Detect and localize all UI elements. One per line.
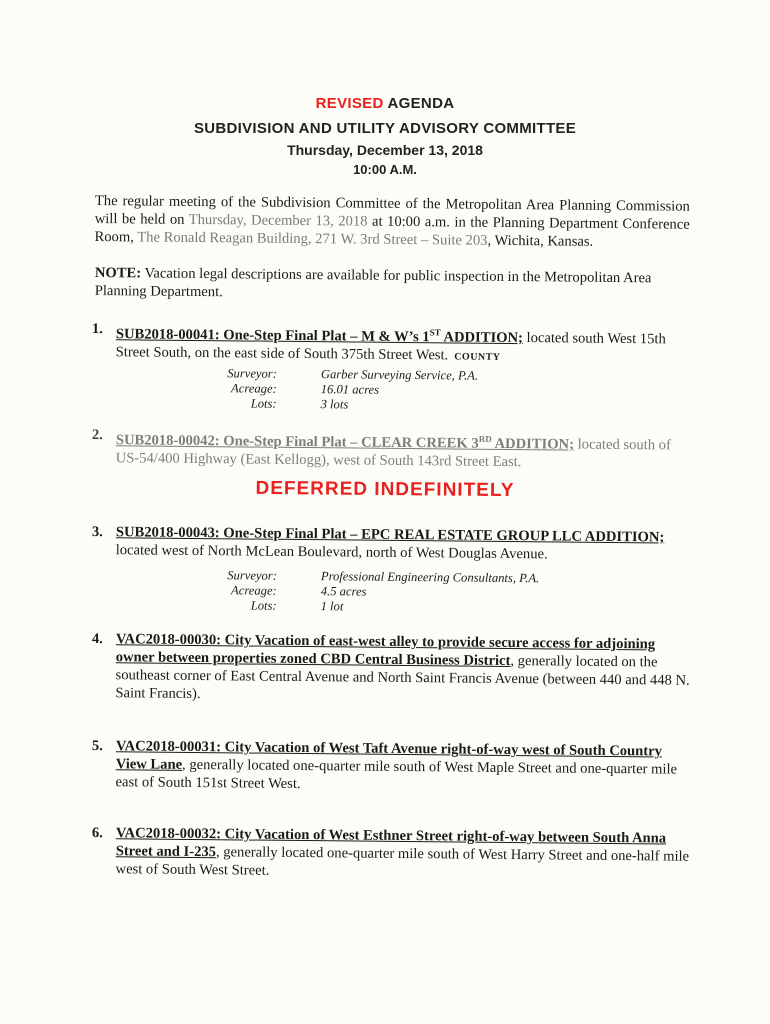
item-title: VAC2018-00032: City Vacation of West Esthner Street right-of-way between South Anna Street and I-235 <box>115 825 667 861</box>
detail-label: Acreage: <box>231 583 277 598</box>
agenda-item <box>91 737 691 797</box>
item-description: , generally located on the southeast corner of East Central Avenue and North Saint Francis Avenue (between 440 and 448 N. Saint Francis). <box>115 653 690 703</box>
agenda-item <box>92 320 692 369</box>
note-label: NOTE: <box>94 264 142 282</box>
detail-value: 4.5 acres <box>320 584 367 599</box>
agenda-heading <box>0 95 770 112</box>
detail-label: Acreage: <box>231 381 277 396</box>
note-text: Vacation legal descriptions are available for public inspection in the Metropolitan Area Planning Department. <box>94 265 652 301</box>
item-description: located south West 15th Street South, on the east side of South 375th Street West. <box>115 329 666 364</box>
item-title-text: SUB2018-00041: One-Step Final Plat – M & W’s 1 <box>115 326 430 346</box>
item-title-text-2: ADDITION; <box>440 329 524 346</box>
item-title: SUB2018-00043: One-Step Final Plat – EPC REAL ESTATE GROUP LLC ADDITION; <box>115 524 665 546</box>
item-title-sup: ST <box>429 327 441 338</box>
item-title <box>116 432 574 452</box>
item-number: 6. <box>91 824 103 842</box>
detail-label: Lots: <box>250 598 277 613</box>
intro-date: Thursday, December 13, 2018 <box>188 211 368 230</box>
county-tag: COUNTY <box>454 351 501 363</box>
intro-text-3: , Wichita, Kansas. <box>487 232 594 250</box>
agenda-label: AGENDA <box>387 95 455 112</box>
agenda-item <box>92 426 692 473</box>
committee-title: SUBDIVISION AND UTILITY ADVISORY COMMITTEE <box>193 120 577 137</box>
agenda-item <box>92 523 692 565</box>
item-details <box>201 366 479 414</box>
item-number: 5. <box>91 737 103 755</box>
item-number: 4. <box>91 630 103 648</box>
intro-text-2: at 10:00 a.m. in the Planning Department Conference Room, <box>94 213 690 246</box>
item-description: , generally located one-quarter mile south of West Harry Street and one-half mile west of South West Street. <box>115 844 690 879</box>
note-paragraph <box>95 264 690 306</box>
item-title: VAC2018-00031: City Vacation of West Taft Avenue right-of-way west of South Country View Lane <box>115 738 663 773</box>
detail-label: Surveyor: <box>227 366 277 381</box>
intro-paragraph <box>94 192 689 252</box>
detail-value: 3 lots <box>320 397 349 412</box>
intro-location: The Ronald Reagan Building, 271 W. 3rd Street – Suite 203 <box>137 229 488 249</box>
meeting-date: Thursday, December 13, 2018 <box>287 142 483 158</box>
detail-label: Lots: <box>250 396 277 411</box>
item-number: 3. <box>91 523 103 541</box>
item-title-text-2: ADDITION; <box>491 435 575 453</box>
detail-value: 16.01 acres <box>320 382 380 397</box>
item-title-sup: RD <box>478 433 492 444</box>
item-title: VAC2018-00030: City Vacation of east-west alley to provide secure access for adjoining owner between properties zoned CBD Central Business District <box>115 631 656 670</box>
detail-label: Surveyor: <box>227 568 277 583</box>
item-details <box>201 568 540 616</box>
intro-text-1: The regular meeting of the Subdivision Committee of the Metropolitan Area Planning Commission will be held on <box>94 192 690 228</box>
agenda-item <box>91 630 692 708</box>
revised-label: REVISED <box>315 95 384 112</box>
detail-value: 1 lot <box>320 599 344 614</box>
agenda-item <box>91 824 691 884</box>
detail-value: Professional Engineering Consultants, P.A. <box>320 569 540 586</box>
meeting-time: 10:00 A.M. <box>353 162 417 177</box>
item-number: 1. <box>91 320 103 338</box>
item-description: located west of North McLean Boulevard, north of West Douglas Avenue. <box>115 542 548 563</box>
deferred-stamp: DEFERRED INDEFINITELY <box>255 477 515 502</box>
item-number: 2. <box>91 426 103 444</box>
item-description: , generally located one-quarter mile south of West Maple Street and one-quarter mile east of South 151st Street West. <box>115 756 678 793</box>
detail-value: Garber Surveying Service, P.A. <box>320 367 479 383</box>
item-description: located south of US-54/400 Highway (East Kellogg), west of South 143rd Street East. <box>115 436 671 470</box>
item-title <box>116 326 523 346</box>
item-title-text: SUB2018-00042: One-Step Final Plat – CLEAR CREEK 3 <box>115 432 479 452</box>
